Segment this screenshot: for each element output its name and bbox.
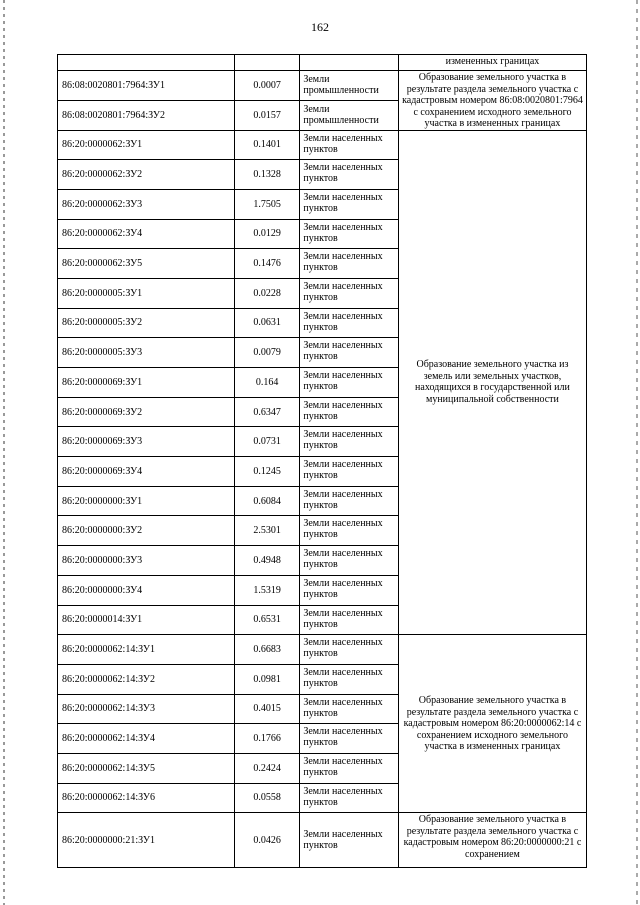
- category-cell: Земли населенных пунктов: [300, 189, 399, 219]
- cadastral-cell: 86:08:0020801:7964:ЗУ2: [58, 100, 235, 130]
- cadastral-cell: 86:20:0000005:ЗУ1: [58, 278, 235, 308]
- purpose-cell: Образование земельного участка в результате раздела земельного участка с кадастровым номером 86:08:0020801:7964 с сохранением исходного земельного участка в измененных границах: [398, 71, 586, 131]
- category-cell: Земли населенных пунктов: [300, 813, 399, 868]
- land-plots-table: [57, 54, 587, 868]
- table-row: [58, 130, 587, 160]
- category-cell: Земли населенных пунктов: [300, 249, 399, 279]
- category-cell: Земли населенных пунктов: [300, 753, 399, 783]
- cadastral-cell: 86:20:0000000:ЗУ4: [58, 575, 235, 605]
- area-cell: 0.6683: [235, 635, 300, 665]
- category-cell: Земли населенных пунктов: [300, 546, 399, 576]
- cadastral-cell: 86:20:0000062:14:ЗУ5: [58, 753, 235, 783]
- cadastral-cell: 86:20:0000069:ЗУ4: [58, 457, 235, 487]
- category-cell: Земли населенных пунктов: [300, 338, 399, 368]
- cadastral-cell: 86:20:0000000:ЗУ3: [58, 546, 235, 576]
- area-cell: 0.0079: [235, 338, 300, 368]
- category-cell: Земли промышленности: [300, 71, 399, 101]
- cadastral-cell: 86:20:0000062:ЗУ5: [58, 249, 235, 279]
- category-cell: Земли населенных пунктов: [300, 783, 399, 813]
- purpose-cell: Образование земельного участка в результате раздела земельного участка с кадастровым номером 86:20:0000000:21 с сохранением: [398, 813, 586, 868]
- purpose-cell: Образование земельного участка из земель или земельных участков, находящихся в государственной или муниципальной собственности: [398, 130, 586, 635]
- cadastral-cell: 86:20:0000062:ЗУ3: [58, 189, 235, 219]
- table-row: [58, 71, 587, 101]
- category-cell: Земли населенных пунктов: [300, 457, 399, 487]
- cadastral-cell: 86:20:0000005:ЗУ2: [58, 308, 235, 338]
- table-row: [58, 813, 587, 868]
- cadastral-cell: 86:20:0000062:14:ЗУ6: [58, 783, 235, 813]
- category-cell: [300, 55, 399, 71]
- category-cell: Земли промышленности: [300, 100, 399, 130]
- category-cell: Земли населенных пунктов: [300, 516, 399, 546]
- category-cell: Земли населенных пунктов: [300, 694, 399, 724]
- cadastral-cell: 86:20:0000062:ЗУ2: [58, 160, 235, 190]
- category-cell: Земли населенных пунктов: [300, 427, 399, 457]
- area-cell: 0.0558: [235, 783, 300, 813]
- category-cell: Земли населенных пунктов: [300, 486, 399, 516]
- category-cell: Земли населенных пунктов: [300, 368, 399, 398]
- area-cell: 0.1476: [235, 249, 300, 279]
- category-cell: Земли населенных пунктов: [300, 130, 399, 160]
- area-cell: 1.5319: [235, 575, 300, 605]
- category-cell: Земли населенных пунктов: [300, 160, 399, 190]
- area-cell: 0.0731: [235, 427, 300, 457]
- table-row: [58, 55, 587, 71]
- purpose-cell: измененных границах: [398, 55, 586, 71]
- category-cell: Земли населенных пунктов: [300, 635, 399, 665]
- area-cell: 0.164: [235, 368, 300, 398]
- scan-edge-right: [636, 0, 638, 905]
- area-cell: 0.1401: [235, 130, 300, 160]
- area-cell: 0.6347: [235, 397, 300, 427]
- area-cell: 2.5301: [235, 516, 300, 546]
- cadastral-cell: 86:20:0000062:14:ЗУ2: [58, 664, 235, 694]
- area-cell: 0.0981: [235, 664, 300, 694]
- area-cell: 0.0007: [235, 71, 300, 101]
- cadastral-cell: 86:20:0000069:ЗУ2: [58, 397, 235, 427]
- cadastral-cell: 86:20:0000069:ЗУ1: [58, 368, 235, 398]
- category-cell: Земли населенных пунктов: [300, 664, 399, 694]
- scan-edge-left: [3, 0, 5, 905]
- cadastral-cell: 86:20:0000062:14:ЗУ4: [58, 724, 235, 754]
- cadastral-cell: 86:20:0000005:ЗУ3: [58, 338, 235, 368]
- area-cell: 0.1766: [235, 724, 300, 754]
- area-cell: 1.7505: [235, 189, 300, 219]
- area-cell: 0.6531: [235, 605, 300, 635]
- area-cell: 0.4948: [235, 546, 300, 576]
- area-cell: 0.0157: [235, 100, 300, 130]
- cadastral-cell: 86:20:0000014:ЗУ1: [58, 605, 235, 635]
- area-cell: 0.4015: [235, 694, 300, 724]
- cadastral-cell: 86:20:0000062:14:ЗУ3: [58, 694, 235, 724]
- area-cell: 0.6084: [235, 486, 300, 516]
- category-cell: Земли населенных пунктов: [300, 605, 399, 635]
- category-cell: Земли населенных пунктов: [300, 575, 399, 605]
- category-cell: Земли населенных пунктов: [300, 219, 399, 249]
- table-row: [58, 635, 587, 665]
- cadastral-cell: 86:20:0000062:14:ЗУ1: [58, 635, 235, 665]
- cadastral-cell: 86:20:0000069:ЗУ3: [58, 427, 235, 457]
- area-cell: 0.1245: [235, 457, 300, 487]
- area-cell: 0.0631: [235, 308, 300, 338]
- category-cell: Земли населенных пунктов: [300, 308, 399, 338]
- area-cell: 0.1328: [235, 160, 300, 190]
- category-cell: Земли населенных пунктов: [300, 278, 399, 308]
- cadastral-cell: 86:20:0000062:ЗУ4: [58, 219, 235, 249]
- cadastral-cell: [58, 55, 235, 71]
- cadastral-cell: 86:20:0000000:21:ЗУ1: [58, 813, 235, 868]
- area-cell: 0.2424: [235, 753, 300, 783]
- purpose-cell: Образование земельного участка в результате раздела земельного участка с кадастровым номером 86:20:0000062:14 с сохранением исходного земельного участка в измененных границах: [398, 635, 586, 813]
- area-cell: 0.0228: [235, 278, 300, 308]
- cadastral-cell: 86:08:0020801:7964:ЗУ1: [58, 71, 235, 101]
- cadastral-cell: 86:20:0000062:ЗУ1: [58, 130, 235, 160]
- area-cell: 0.0426: [235, 813, 300, 868]
- category-cell: Земли населенных пунктов: [300, 724, 399, 754]
- page-number: 162: [311, 20, 329, 34]
- cadastral-cell: 86:20:0000000:ЗУ1: [58, 486, 235, 516]
- area-cell: [235, 55, 300, 71]
- cadastral-cell: 86:20:0000000:ЗУ2: [58, 516, 235, 546]
- area-cell: 0.0129: [235, 219, 300, 249]
- category-cell: Земли населенных пунктов: [300, 397, 399, 427]
